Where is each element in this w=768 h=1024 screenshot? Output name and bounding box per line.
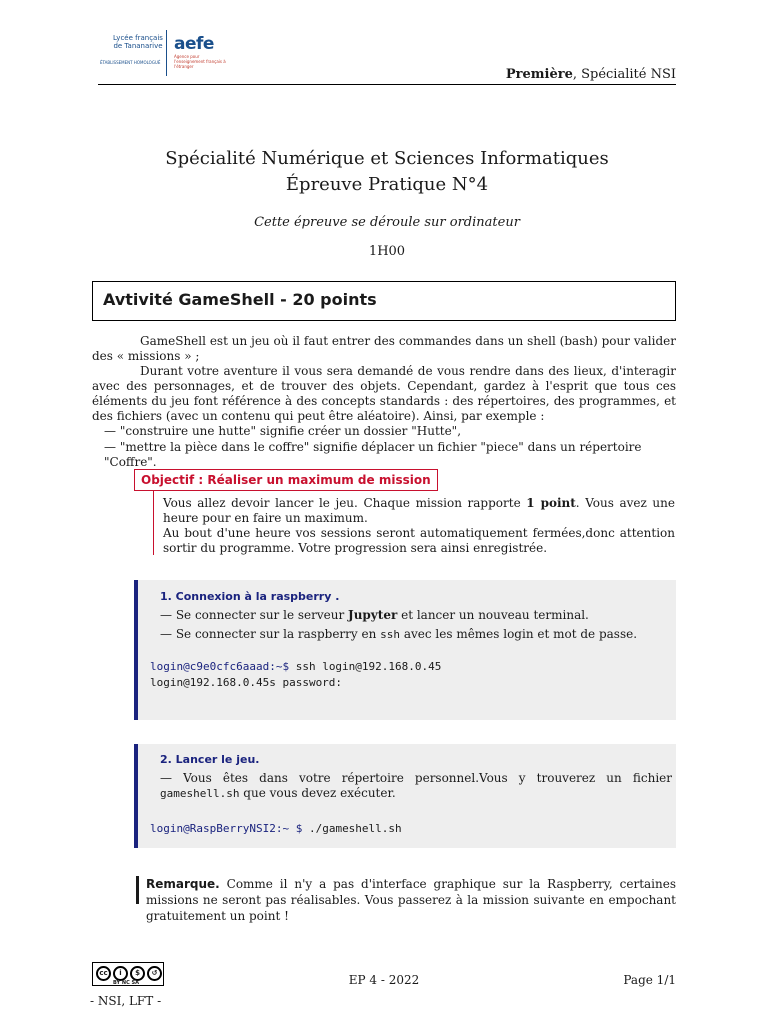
objective-text-part: . Vous avez une heure pour en faire un maximum.: [163, 496, 675, 525]
dash-icon: —: [104, 440, 116, 454]
page-number: Page 1/1: [623, 973, 676, 987]
code-prompt: login@c9e0cfc6aaad:~$: [150, 660, 290, 673]
aefe-logo: aefe: [174, 34, 214, 54]
remark-text: Comme il n'y a pas d'interface graphique sur la Raspberry, certaines missions ne seront pas réalisables. Vous passerez à la mission suivante en empochant gratuitement un point !: [146, 877, 676, 923]
objective-label: [134, 469, 438, 491]
list-item-text: Se connecter sur le serveur: [175, 608, 349, 622]
cc-icon: cc: [96, 966, 111, 981]
code-prompt: login@RaspBerryNSI2:~ $: [150, 822, 303, 835]
code-command: ./gameshell.sh: [302, 822, 402, 835]
step-1-bar: [134, 580, 138, 720]
school-logo: [98, 30, 228, 78]
intro-paragraph-2: Durant votre aventure il vous sera demandé de vous rendre dans des lieux, d'interagir avec des personnages, et de trouver des objets. Cependant, gardez à l'esprit que tous ces éléments du jeu font référence à des concepts standards : des répertoires, des programmes, et des fichiers (avec un contenu qui peut être aléatoire). Ainsi, par exemple :: [92, 364, 676, 423]
step-1-title: 1. Connexion à la raspberry .: [160, 590, 340, 603]
list-item: [104, 440, 676, 470]
list-item-text: avec les mêmes login et mot de passe.: [400, 627, 638, 641]
list-item: [104, 424, 676, 439]
list-item-text: que vous devez exécuter.: [239, 786, 396, 800]
page-subtitle: Cette épreuve se déroule sur ordinateur: [254, 215, 520, 230]
list-item-text: "mettre la pièce dans le coffre" signifie déplacer un fichier "piece" dans un répertoire "Coffre".: [104, 440, 642, 469]
exam-duration: 1H00: [368, 244, 406, 259]
list-item: [160, 771, 672, 801]
page-title-exam: Épreuve Pratique N°4: [285, 174, 489, 195]
dash-icon: —: [160, 608, 172, 622]
objective-line-2: Au bout d'une heure vos sessions seront automatiquement fermées,donc attention sortir du programme. Votre progression sera ainsi enregistrée.: [163, 526, 675, 555]
jupyter-label: Jupyter: [348, 608, 398, 622]
intro-paragraph-1: GameShell est un jeu où il faut entrer des commandes dans un shell (bash) pour valider des « missions » ;: [92, 334, 676, 363]
objective-text: [163, 496, 675, 556]
list-item-text: "construire une hutte" signifie créer un dossier "Hutte",: [119, 424, 462, 438]
objective-bar: [153, 491, 154, 555]
header-level: Première: [505, 67, 573, 82]
list-item-text: et lancer un nouveau terminal.: [397, 608, 589, 622]
license-tags: BY NC SA: [113, 980, 139, 986]
gameshell-file: gameshell.sh: [160, 787, 240, 800]
header-class: [506, 67, 676, 82]
header-divider: [98, 84, 676, 85]
activity-heading: Avtivité GameShell - 20 points: [103, 290, 377, 309]
footer-exam-id: EP 4 - 2022: [348, 973, 420, 987]
cc-license-badge: [92, 962, 164, 986]
by-icon: i: [113, 966, 128, 981]
objective-label-bold: Objectif: [141, 473, 195, 487]
objective-text-part: Vous allez devoir lancer le jeu. Chaque mission rapporte: [163, 496, 527, 510]
dash-icon: —: [160, 627, 172, 641]
aefe-logo-sub: Agence pour l'enseignement français à l'étranger: [174, 54, 226, 69]
header-specialty: , Spécialité NSI: [572, 67, 676, 82]
remark-label: Remarque.: [146, 877, 220, 891]
remark: [146, 876, 676, 924]
objective-label-text: : Réaliser un maximum de mission: [194, 473, 431, 487]
lycee-logo-name: Lycée français de Tananarive: [113, 34, 163, 50]
lycee-logo: [98, 30, 167, 76]
nc-icon: $: [130, 966, 145, 981]
code-line-3: [150, 822, 402, 835]
list-item-text: Se connecter sur la raspberry en: [175, 627, 381, 641]
code-line-2: login@192.168.0.45s password:: [150, 676, 343, 689]
ssh-label: ssh: [380, 628, 401, 641]
step-2-title: 2. Lancer le jeu.: [160, 753, 260, 766]
sa-icon: ↺: [147, 966, 162, 981]
objective-line-1: [163, 496, 675, 526]
list-item: [160, 608, 672, 623]
step-2-bar: [134, 744, 138, 848]
footer-author: - NSI, LFT -: [90, 994, 162, 1008]
code-command: ssh login@192.168.0.45: [289, 660, 442, 673]
remark-bar: [136, 876, 139, 904]
dash-icon: —: [104, 424, 116, 438]
page-title: Spécialité Numérique et Sciences Informatiques: [165, 148, 609, 169]
lycee-logo-sub: ÉTABLISSEMENT HOMOLOGUÉ: [100, 60, 161, 65]
list-item-text: Vous êtes dans votre répertoire personnel.Vous y trouverez un fichier: [183, 771, 672, 785]
list-item: [160, 627, 672, 642]
activity-heading-box: [92, 281, 676, 321]
dash-icon: —: [160, 771, 172, 785]
objective-points: 1 point: [526, 496, 576, 510]
code-line-1: [150, 660, 441, 673]
